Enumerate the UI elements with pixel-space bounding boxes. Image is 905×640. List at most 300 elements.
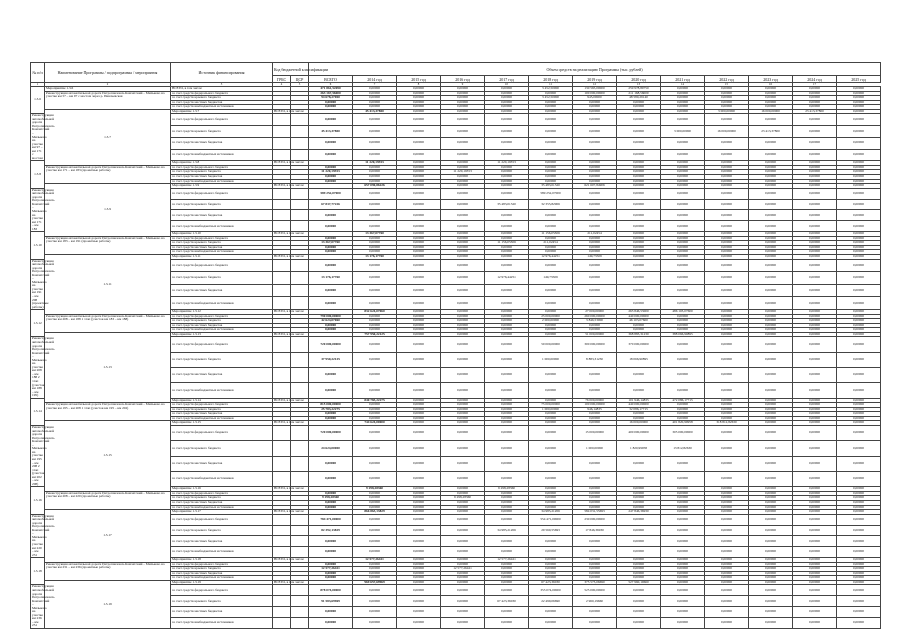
budget-code-cell <box>273 383 291 398</box>
value-cell: 0,00000 <box>485 580 529 585</box>
value-cell: 0,00000 <box>837 352 881 367</box>
value-cell: 0,00000 <box>749 337 793 352</box>
value-cell: 0,00000 <box>749 245 793 250</box>
value-cell: 0,00000 <box>617 297 661 310</box>
value-cell: 0,00000 <box>705 184 749 189</box>
value-cell: 0,00000 <box>705 137 749 149</box>
value-cell: 0,00000 <box>529 149 573 161</box>
value-cell: 0,00000 <box>529 505 573 510</box>
budget-code-cell <box>273 352 291 367</box>
value-cell: 0,00000 <box>749 496 793 501</box>
value-cell: 3 000,00000 <box>705 109 749 114</box>
value-cell: 0,00000 <box>353 297 397 310</box>
value-cell: 0,00000 <box>793 236 837 241</box>
budget-code-cell <box>273 259 291 272</box>
value-cell: 0,00000 <box>749 137 793 149</box>
value-cell: 0,00000 <box>749 105 793 110</box>
value-cell: 878 074,00000 <box>309 585 353 596</box>
measure-title: Мероприятие 1.3.12 <box>171 310 273 315</box>
value-cell: 0,00000 <box>749 241 793 246</box>
header-year: 2016 год <box>441 76 485 83</box>
value-cell: 0,00000 <box>749 368 793 383</box>
source-regional-label: за счет средств краевого бюджета <box>171 567 273 572</box>
value-cell: 0,00000 <box>529 245 573 250</box>
value-cell: 0,00000 <box>749 170 793 175</box>
value-cell: 0,00000 <box>397 297 441 310</box>
header-name: Наименование Программы / подпрограммы / мероприятия <box>45 63 171 83</box>
value-cell: 0,00000 <box>353 412 397 417</box>
budget-code-cell <box>273 337 291 352</box>
value-cell: 589 252,07000 <box>529 188 573 199</box>
value-cell: 0,00000 <box>705 407 749 412</box>
value-cell: 3 000,00000 <box>661 126 705 138</box>
value-cell: 1 000,00000 <box>529 352 573 367</box>
value-cell: 0,00000 <box>573 179 617 184</box>
value-cell: 0,00000 <box>749 91 793 96</box>
value-cell: 0,00000 <box>705 332 749 337</box>
measure-title: Мероприятие 1.3.8 <box>171 161 273 166</box>
value-cell: 0,00000 <box>485 407 529 412</box>
value-cell: 0,00000 <box>441 184 485 189</box>
source-federal-label: за счет средств федерального бюджета <box>171 114 273 126</box>
value-cell: 0,00000 <box>617 126 661 138</box>
value-cell: 13 176,17760 <box>353 254 397 259</box>
value-cell: 300 000,00000 <box>573 337 617 352</box>
value-cell: 76 000,00000 <box>573 398 617 403</box>
value-cell: 0,00000 <box>793 607 837 618</box>
value-cell: 0,00000 <box>441 188 485 199</box>
value-cell: 0,00000 <box>573 471 617 486</box>
value-cell: 0,00000 <box>529 323 573 328</box>
value-cell: 0,00000 <box>617 259 661 272</box>
value-cell: 0,00000 <box>793 547 837 558</box>
header-column-number: 16 <box>749 83 793 87</box>
value-cell: 0,00000 <box>837 199 881 210</box>
value-cell: 0,00000 <box>705 398 749 403</box>
value-cell: 0,00000 <box>705 618 749 629</box>
value-cell: 0,00000 <box>705 232 749 237</box>
value-cell: 0,00000 <box>309 210 353 221</box>
value-cell: 0,00000 <box>397 558 441 563</box>
value-cell: 0,00000 <box>661 328 705 333</box>
source-regional-label: за счет средств краевого бюджета <box>171 272 273 285</box>
value-cell: 0,00000 <box>793 580 837 585</box>
value-cell: 13 176,17760 <box>309 272 353 285</box>
value-cell: 0,00000 <box>397 87 441 92</box>
value-cell: 0,00000 <box>397 536 441 547</box>
header-year: 2017 год <box>485 76 529 83</box>
value-cell: 0,00000 <box>617 254 661 259</box>
value-cell: 0,00000 <box>573 114 617 126</box>
header-year: 2022 год <box>705 76 749 83</box>
value-cell: 0,00000 <box>837 596 881 607</box>
source-federal-label: за счет средств федерального бюджета <box>171 236 273 241</box>
value-cell: 0,00000 <box>309 165 353 170</box>
value-cell: 0,00000 <box>793 210 837 221</box>
value-cell: 42 624,07060 <box>309 319 353 324</box>
value-cell: 0,00000 <box>441 352 485 367</box>
value-cell: 0,00000 <box>661 337 705 352</box>
value-cell: 0,00000 <box>749 184 793 189</box>
value-cell: 0,00000 <box>661 416 705 421</box>
value-cell: 584 031,55693 <box>573 510 617 515</box>
value-cell: 0,00000 <box>837 412 881 417</box>
value-cell: 259 978,89750 <box>617 87 661 92</box>
value-cell: 0,00000 <box>661 407 705 412</box>
value-cell: 0,00000 <box>705 241 749 246</box>
value-cell: 0,00000 <box>353 416 397 421</box>
value-cell: 0,00000 <box>573 576 617 581</box>
value-cell: 0,00000 <box>485 567 529 572</box>
value-cell: 0,00000 <box>441 618 485 629</box>
value-cell: 0,00000 <box>837 407 881 412</box>
value-cell: 9 298,28360 <box>441 496 485 501</box>
value-cell: 0,00000 <box>661 505 705 510</box>
value-cell: 0,00000 <box>309 100 353 105</box>
source-federal-label: за счет средств федерального бюджета <box>171 259 273 272</box>
value-cell: 0,00000 <box>397 245 441 250</box>
value-cell: 0,00000 <box>529 496 573 501</box>
value-cell: 0,00000 <box>573 259 617 272</box>
value-cell: 0,00000 <box>661 272 705 285</box>
value-cell: 0,00000 <box>661 87 705 92</box>
value-cell: 0,00000 <box>705 558 749 563</box>
value-cell: 12 976,44251 <box>529 254 573 259</box>
value-cell: 0,00000 <box>661 314 705 319</box>
value-cell: 16 000,00000 <box>749 109 793 114</box>
value-cell: 0,00000 <box>749 175 793 180</box>
value-cell: 0,00000 <box>441 332 485 337</box>
value-cell: 0,00000 <box>397 259 441 272</box>
value-cell: 0,00000 <box>441 149 485 161</box>
value-cell: 757 950,22125 <box>353 332 397 337</box>
value-cell: 0,00000 <box>661 536 705 547</box>
value-cell: 0,00000 <box>441 456 485 471</box>
source-local-label: за счет средств местных бюджетов <box>171 245 273 250</box>
measure-description: Реконструкция автомобильной дороги Петропавловск-Камчатский – Мильково на участке км 208 – км 220 (проектные работы) <box>45 491 171 509</box>
value-cell: 11 156,05306 <box>485 241 529 246</box>
value-cell: 0,00000 <box>749 412 793 417</box>
source-total-label: ВСЕГО, в том числе: <box>274 160 305 165</box>
value-cell: 305 000,00000 <box>661 426 705 441</box>
measure-title: Мероприятие 1.3.7 <box>171 109 273 114</box>
value-cell: 25 783,22275 <box>309 407 353 412</box>
budget-code-cell <box>273 514 291 525</box>
value-cell: 0,00000 <box>749 421 793 426</box>
value-cell: 370 000,00000 <box>617 337 661 352</box>
value-cell: 0,00000 <box>705 567 749 572</box>
value-cell: 0,00000 <box>705 254 749 259</box>
value-cell: 0,00000 <box>397 210 441 221</box>
value-cell: 0,00000 <box>837 328 881 333</box>
value-cell: 0,00000 <box>485 87 529 92</box>
value-cell: 0,00000 <box>661 571 705 576</box>
value-cell: 0,00000 <box>617 471 661 486</box>
value-cell: 67 423,36030 <box>529 580 573 585</box>
value-cell: 0,00000 <box>793 596 837 607</box>
value-cell: 0,00000 <box>485 175 529 180</box>
value-cell: 0,00000 <box>309 323 353 328</box>
value-cell: 0,00000 <box>573 100 617 105</box>
value-cell: 0,00000 <box>661 188 705 199</box>
value-cell: 0,00000 <box>441 236 485 241</box>
value-cell: 0,00000 <box>617 491 661 496</box>
header-column-number: 4 <box>273 83 291 87</box>
value-cell: 0,00000 <box>617 199 661 210</box>
value-cell: 0,00000 <box>485 91 529 96</box>
value-cell: 0,00000 <box>617 232 661 237</box>
value-cell: 0,00000 <box>441 254 485 259</box>
source-federal-label: за счет средств федерального бюджета <box>171 514 273 525</box>
value-cell: 0,00000 <box>661 514 705 525</box>
value-cell: 0,00000 <box>749 596 793 607</box>
value-cell: 0,00000 <box>353 137 397 149</box>
value-cell: 0,00000 <box>793 416 837 421</box>
source-total-label: ВСЕГО, в том числе: <box>274 108 305 113</box>
source-total-label: ВСЕГО, в том числе: <box>274 579 305 584</box>
value-cell: 0,00000 <box>793 319 837 324</box>
value-cell: 15 000,00000 <box>573 426 617 441</box>
value-cell: 0,00000 <box>353 323 397 328</box>
value-cell: 0,00000 <box>661 297 705 310</box>
value-cell: 0,00000 <box>353 259 397 272</box>
value-cell: 0,00000 <box>485 403 529 408</box>
value-cell: 46 103,07600 <box>617 319 661 324</box>
value-cell: 37 950,22125 <box>309 352 353 367</box>
value-cell: 0,00000 <box>529 576 573 581</box>
value-cell: 0,00000 <box>397 471 441 486</box>
value-cell: 0,00000 <box>661 149 705 161</box>
value-cell: 67 837,77226 <box>309 199 353 210</box>
value-cell: 0,00000 <box>397 407 441 412</box>
header-year: 2024 год <box>793 76 837 83</box>
header-column-number: 1 <box>31 83 45 87</box>
value-cell: 0,00000 <box>353 491 397 496</box>
measure-description: Реконструкция автомобильной дороги Петропавловск-Камчатский – Мильково на участке км 195 – км 208 1 этап (участок км 195 – км 202) <box>45 403 171 421</box>
value-cell: 0,00000 <box>837 297 881 310</box>
value-cell: 0,00000 <box>397 188 441 199</box>
value-cell: 0,00000 <box>837 236 881 241</box>
header-column-number: 11 <box>529 83 573 87</box>
value-cell: 11 156,05306 <box>529 232 573 237</box>
value-cell: 0,00000 <box>353 547 397 558</box>
value-cell: 0,00000 <box>441 505 485 510</box>
budget-code-cell <box>291 188 309 199</box>
value-cell: 0,00000 <box>705 328 749 333</box>
budget-code-cell <box>291 352 309 367</box>
value-cell: 0,00000 <box>617 165 661 170</box>
budget-code-cell <box>273 188 291 199</box>
value-cell: 0,00000 <box>837 114 881 126</box>
value-cell: 0,00000 <box>749 319 793 324</box>
value-cell: 12 577,26421 <box>353 558 397 563</box>
value-cell: 0,00000 <box>617 576 661 581</box>
value-cell: 0,00000 <box>837 441 881 456</box>
value-cell: 0,00000 <box>617 149 661 161</box>
value-cell: 0,00000 <box>837 416 881 421</box>
value-cell: 0,00000 <box>617 245 661 250</box>
source-total-label: ВСЕГО, в том числе: <box>274 420 305 425</box>
value-cell: 0,00000 <box>617 547 661 558</box>
source-regional-label: за счет средств краевого бюджета <box>171 525 273 536</box>
value-cell: 0,00000 <box>793 567 837 572</box>
value-cell: 0,00000 <box>793 496 837 501</box>
value-cell: 0,00000 <box>397 232 441 237</box>
value-cell: 0,00000 <box>485 170 529 175</box>
value-cell: 0,00000 <box>617 114 661 126</box>
value-cell: 0,00000 <box>485 221 529 232</box>
value-cell: 0,00000 <box>397 487 441 492</box>
value-cell: 0,00000 <box>749 426 793 441</box>
value-cell: 67 423,36030 <box>485 596 529 607</box>
value-cell: 0,00000 <box>661 179 705 184</box>
value-cell: 0,00000 <box>309 245 353 250</box>
value-cell: 0,00000 <box>705 87 749 92</box>
value-cell: 0,00000 <box>397 514 441 525</box>
value-cell: 0,00000 <box>837 618 881 629</box>
value-cell: 0,00000 <box>705 383 749 398</box>
budget-table <box>30 62 881 629</box>
value-cell: 0,00000 <box>749 487 793 492</box>
value-cell: 0,00000 <box>705 259 749 272</box>
value-cell: 0,00000 <box>441 383 485 398</box>
budget-code-cell <box>291 618 309 629</box>
budget-code-cell <box>273 585 291 596</box>
value-cell: 0,00000 <box>485 232 529 237</box>
value-cell: 0,00000 <box>661 109 705 114</box>
value-cell: 0,00000 <box>529 126 573 138</box>
value-cell: 0,00000 <box>353 126 397 138</box>
value-cell: 2 000,00000 <box>529 319 573 324</box>
value-cell: 130 565,00000 <box>573 87 617 92</box>
budget-code-cell <box>273 596 291 607</box>
value-cell: 0,00000 <box>573 126 617 138</box>
value-cell: 0,00000 <box>485 210 529 221</box>
value-cell: 0,00000 <box>529 383 573 398</box>
value-cell: 0,00000 <box>705 607 749 618</box>
value-cell: 0,00000 <box>617 571 661 576</box>
value-cell: 0,00000 <box>749 314 793 319</box>
value-cell: 0,00000 <box>793 471 837 486</box>
header-year: 2023 год <box>749 76 793 83</box>
value-cell: 0,00000 <box>529 175 573 180</box>
measure-description: Реконструкция автомобильной дороги Петропавловск-Камчатский – Мильково на участке км 195 – км 208 2 этап (участок км 202 – км 208) <box>32 425 55 486</box>
value-cell: 0,00000 <box>441 91 485 96</box>
value-cell: 0,00000 <box>617 558 661 563</box>
value-cell: 0,00000 <box>353 441 397 456</box>
value-cell: 0,00000 <box>749 310 793 315</box>
value-cell: 13 812,82630 <box>661 441 705 456</box>
source-regional-label: за счет средств краевого бюджета <box>171 170 273 175</box>
header-source: Источник финансирования <box>171 63 273 83</box>
value-cell: 0,00000 <box>529 91 573 96</box>
budget-code-cell <box>291 126 309 138</box>
budget-code-cell <box>273 137 291 149</box>
budget-code-cell <box>291 297 309 310</box>
value-cell: 0,00000 <box>749 96 793 101</box>
value-cell: 0,00000 <box>837 210 881 221</box>
value-cell: 0,00000 <box>309 284 353 297</box>
value-cell: 0,00000 <box>749 297 793 310</box>
measure-description: Реконструкция автомобильной дороги Петропавловск-Камчатский – Мильково на участке км 231 – км 236 (проектные работы) <box>45 562 171 580</box>
value-cell: 0,00000 <box>705 456 749 471</box>
value-cell: 0,00000 <box>397 184 441 189</box>
value-cell: 0,00000 <box>573 109 617 114</box>
value-cell: 0,00000 <box>837 456 881 471</box>
value-cell: 0,00000 <box>529 170 573 175</box>
value-cell: 0,00000 <box>353 175 397 180</box>
source-regional-label: за счет средств краевого бюджета <box>171 96 273 101</box>
value-cell: 0,00000 <box>441 491 485 496</box>
value-cell: 0,00000 <box>705 314 749 319</box>
value-cell: 0,00000 <box>397 179 441 184</box>
value-cell: 0,00000 <box>397 284 441 297</box>
value-cell: 0,00000 <box>837 525 881 536</box>
value-cell: 0,00000 <box>485 607 529 618</box>
value-cell: 0,00000 <box>397 272 441 285</box>
value-cell: 0,00000 <box>661 562 705 567</box>
value-cell: 0,00000 <box>793 241 837 246</box>
value-cell: 0,00000 <box>309 297 353 310</box>
value-cell: 0,00000 <box>573 491 617 496</box>
source-local-label: за счет средств местных бюджетов <box>171 571 273 576</box>
measure-number: 1.3.18 <box>31 558 45 585</box>
value-cell: 0,00000 <box>661 618 705 629</box>
value-cell: 0,00000 <box>485 500 529 505</box>
budget-code-cell <box>273 547 291 558</box>
value-cell: 0,00000 <box>617 323 661 328</box>
source-extra-label: за счет средств внебюджетных источников <box>171 618 273 629</box>
value-cell: 0,00000 <box>837 137 881 149</box>
value-cell: 0,00000 <box>661 91 705 96</box>
value-cell: 9 298,28360 <box>485 487 529 492</box>
value-cell: 0,00000 <box>793 576 837 581</box>
value-cell: 0,00000 <box>529 426 573 441</box>
value-cell: 0,00000 <box>573 221 617 232</box>
value-cell: 0,00000 <box>353 272 397 285</box>
value-cell: 0,00000 <box>485 496 529 501</box>
value-cell: 0,00000 <box>837 188 881 199</box>
value-cell: 0,00000 <box>749 398 793 403</box>
value-cell: 0,00000 <box>793 491 837 496</box>
value-cell: 0,00000 <box>529 332 573 337</box>
value-cell: 0,00000 <box>705 562 749 567</box>
value-cell: 0,00000 <box>661 245 705 250</box>
value-cell: 0,00000 <box>485 441 529 456</box>
value-cell: 0,00000 <box>485 416 529 421</box>
source-local-label: за счет средств местных бюджетов <box>171 368 273 383</box>
budget-code-cell <box>291 536 309 547</box>
value-cell: 0,00000 <box>705 505 749 510</box>
measure-number: 1.3.11 <box>45 254 171 314</box>
value-cell: 0,00000 <box>837 254 881 259</box>
value-cell: 211 168,56000 <box>617 91 661 96</box>
value-cell: 0,00000 <box>749 618 793 629</box>
budget-code-cell <box>291 607 309 618</box>
value-cell: 1 000,00000 <box>529 407 573 412</box>
value-cell: 0,00000 <box>705 161 749 166</box>
source-local-label: за счет средств местных бюджетов <box>171 100 273 105</box>
value-cell: 0,00000 <box>353 496 397 501</box>
value-cell: 0,00000 <box>441 426 485 441</box>
budget-code-cell <box>291 525 309 536</box>
value-cell: 0,00000 <box>441 536 485 547</box>
value-cell: 32 355,82906 <box>529 199 573 210</box>
value-cell: 472 086,17715 <box>661 398 705 403</box>
header-total: ВСЕГО <box>309 76 353 83</box>
value-cell: 0,00000 <box>837 175 881 180</box>
value-cell: 0,00000 <box>309 250 353 255</box>
